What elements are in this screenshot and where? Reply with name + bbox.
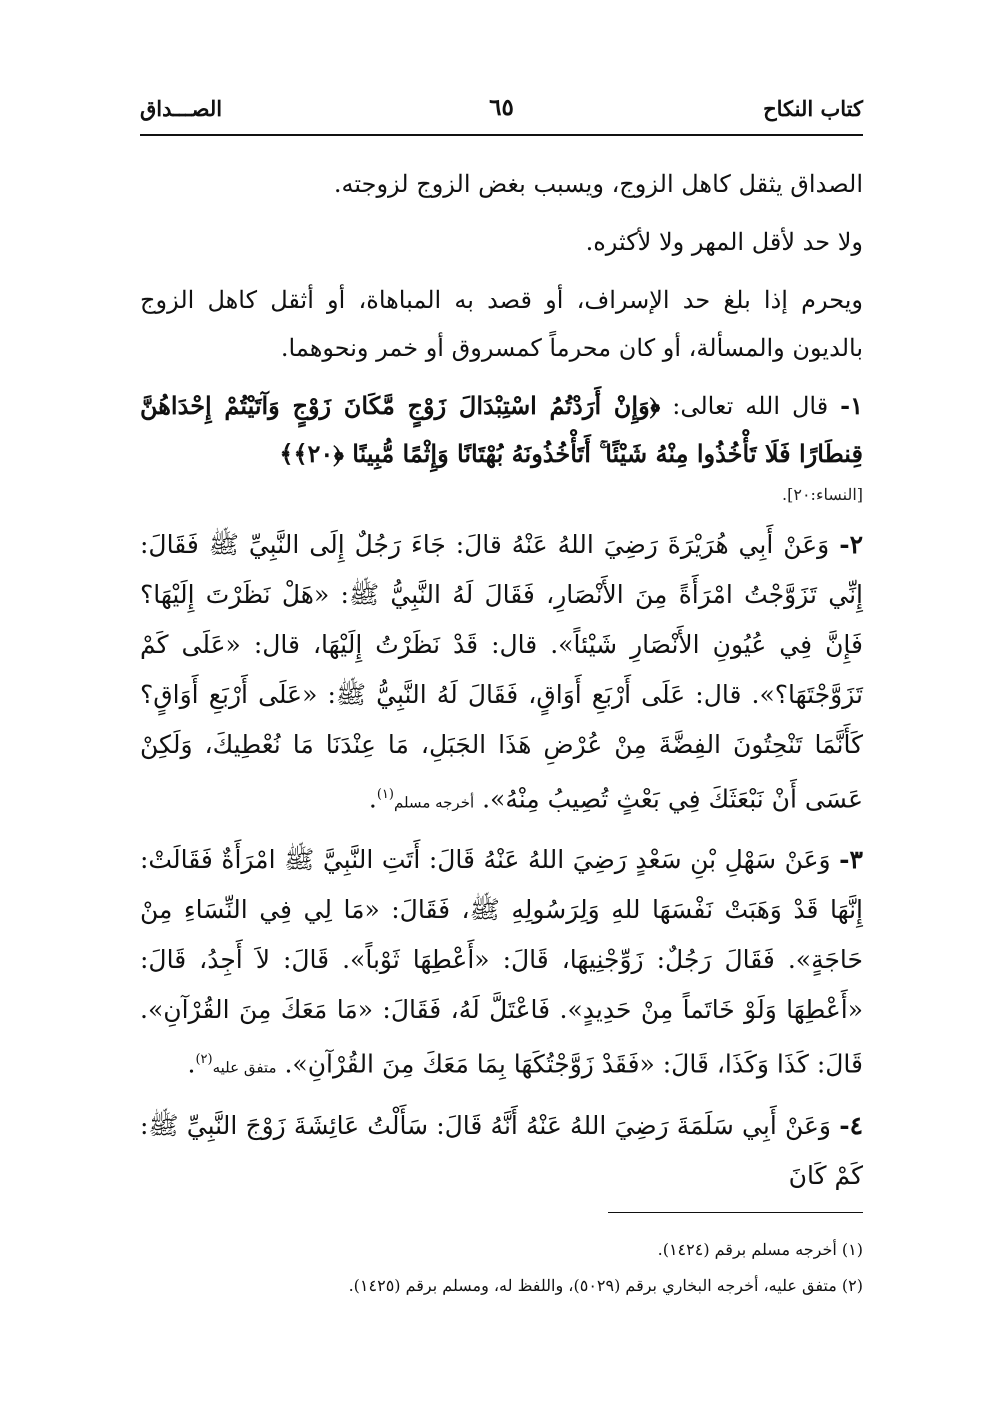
hadith-item: ٣- وَعَنْ سَهْلِ بْنِ سَعْدٍ رَضِيَ اللهُ عَنْهُ قَالَ: أَتَتِ النَّبِيَّ ﷺ امْرَأَةٌ فَقَالَتْ: إِنَّهَا قَدْ وَهَبَتْ نَفْسَهَا للهِ وَلِرَسُولِهِ ﷺ، فَقَالَ: «مَا لِي فِي النِّسَاءِ مِنْ حَاجَةٍ». فَقَالَ رَجُلٌ: زَوِّجْنِيهَا، قَالَ: «أَعْطِهَا ثَوْباً». قَالَ: لاَ أَجِدُ، قَالَ: «أَعْطِهَا وَلَوْ خَاتَماً مِنْ حَدِيدٍ». فَاعْتَلَّ لَهُ، فَقَالَ: «مَا مَعَكَ مِنَ القُرْآنِ». قَالَ: كَذَا وَكَذَا، قَالَ: «فَقَدْ زَوَّجْتُكَهَا بِمَا مَعَكَ مِنَ القُرْآنِ». متفق عليه$^{(٢)}$. bbox=[140, 845, 863, 1079]
footnote-marker: (١) bbox=[376, 787, 394, 802]
hadith-item: ٢- وَعَنْ أَبِي هُرَيْرَةَ رَضِيَ اللهُ عَنْهُ قالَ: جَاءَ رَجُلٌ إِلَى النَّبِيِّ ﷺ فَقَالَ: إِنِّي تَزَوَّجْتُ امْرَأَةً مِنَ الأَنْصَارِ، فَقَالَ لَهُ النَّبِيُّ ﷺ: «هَلْ نَظَرْتَ إِلَيْهَا؟ فَإِنَّ فِي عُيُونِ الأَنْصَارِ شَيْئاً». قال: قَدْ نَظَرْتُ إِلَيْهَا، قال: «عَلَى كَمْ تَزَوَّجْتَهَا؟». قال: عَلَى أَرْبَعِ أَوَاقٍ، فَقَالَ لَهُ النَّبِيُّ ﷺ: «عَلَى أَرْبَعِ أَوَاقٍ؟ كَأَنَّمَا تَنْحِتُونَ الفِضَّةَ مِنْ عُرْضِ هَذَا الجَبَلِ، مَا عِنْدَنَا مَا نُعْطِيكَ، وَلَكِنْ عَسَى أَنْ نَبْعَثَكَ فِي بَعْثٍ تُصِيبُ مِنْهُ». أخرجه مسلم$^{(١)}$. bbox=[140, 530, 864, 814]
intro-paragraph-3: ويحرم إذا بلغ حد الإسراف، أو قصد به المباهاة، أو أثقل كاهل الزوج بالديون والمسألة، أو كان محرماً كمسروق أو خمر ونحوهما. bbox=[140, 286, 863, 362]
page-number: ٦٥ bbox=[489, 94, 514, 121]
quran-verse: ﴿وَإِنْ أَرَدْتُمُ اسْتِبْدَالَ زَوْجٍ مَّكَانَ زَوْجٍ وَآتَيْتُمْ إِحْدَاهُنَّ قِنطَارًا فَلَا تَأْخُذُوا مِنْهُ شَيْئًا ۚ أَتَأْخُذُونَهُ بُهْتَانًا وَإِثْمًا مُّبِينًا ﴿٢٠﴾﴾ bbox=[140, 391, 863, 468]
footnotes bbox=[140, 1232, 863, 1304]
quran-lead: قال الله تعالى: bbox=[672, 392, 829, 420]
intro-paragraph-2: ولا حد لأقل المهر ولا لأكثره. bbox=[585, 228, 863, 256]
hadith-item bbox=[140, 1101, 863, 1201]
section-title: الصـــداق bbox=[140, 96, 223, 121]
footnote-1: (١) أخرجه مسلم برقم (١٤٢٤). bbox=[657, 1240, 863, 1259]
hadith-text: وَعَنْ أَبِي هُرَيْرَةَ رَضِيَ اللهُ عَنْهُ قالَ: جَاءَ رَجُلٌ إِلَى النَّبِيِّ ﷺ فَقَالَ: إِنِّي تَزَوَّجْتُ امْرَأَةً مِنَ الأَنْصَارِ، فَقَالَ لَهُ النَّبِيُّ ﷺ: «هَلْ نَظَرْتَ إِلَيْهَا؟ فَإِنَّ فِي عُيُونِ الأَنْصَارِ شَيْئاً». قال: قَدْ نَظَرْتُ إِلَيْهَا، قال: «عَلَى كَمْ تَزَوَّجْتَهَا؟». قال: عَلَى أَرْبَعِ أَوَاقٍ، فَقَالَ لَهُ النَّبِيُّ ﷺ: «عَلَى أَرْبَعِ أَوَاقٍ؟ كَأَنَّمَا تَنْحِتُونَ الفِضَّةَ مِنْ عُرْضِ هَذَا الجَبَلِ، مَا عِنْدَنَا مَا نُعْطِيكَ، وَلَكِنْ عَسَى أَنْ نَبْعَثَكَ فِي بَعْثٍ تُصِيبُ مِنْهُ». bbox=[140, 530, 863, 814]
item-number: ٢- bbox=[839, 530, 864, 559]
book-title: كتاب النكاح bbox=[763, 96, 863, 121]
running-header bbox=[140, 92, 863, 132]
header-rule bbox=[140, 134, 863, 136]
hadith-source: متفق عليه bbox=[212, 1058, 277, 1077]
item-number: ٣- bbox=[839, 845, 863, 875]
hadith-text: وَعَنْ سَهْلِ بْنِ سَعْدٍ رَضِيَ اللهُ عَنْهُ قَالَ: أَتَتِ النَّبِيَّ ﷺ امْرَأَةٌ فَقَالَتْ: إِنَّهَا قَدْ وَهَبَتْ نَفْسَهَا للهِ وَلِرَسُولِهِ ﷺ، فَقَالَ: «مَا لِي فِي النِّسَاءِ مِنْ حَاجَةٍ». فَقَالَ رَجُلٌ: زَوِّجْنِيهَا، قَالَ: «أَعْطِهَا ثَوْباً». قَالَ: لاَ أَجِدُ، قَالَ: «أَعْطِهَا وَلَوْ خَاتَماً مِنْ حَدِيدٍ». فَاعْتَلَّ لَهُ، فَقَالَ: «مَا مَعَكَ مِنَ القُرْآنِ». قَالَ: كَذَا وَكَذَا، قَالَ: «فَقَدْ زَوَّجْتُكَهَا بِمَا مَعَكَ مِنَ القُرْآنِ». bbox=[140, 845, 863, 1079]
footnote-rule bbox=[608, 1212, 863, 1213]
quran-item bbox=[140, 382, 863, 508]
hadith-source: أخرجه مسلم bbox=[393, 793, 475, 812]
item-number: ١- bbox=[840, 391, 863, 420]
hadith-text: وَعَنْ أَبِي سَلَمَةَ رَضِيَ اللهُ عَنْهُ أَنَّهُ قَالَ: سَأَلْتُ عَائِشَةَ زَوْجَ النَّبِيِّ ﷺ: كَمْ كَانَ bbox=[140, 1110, 863, 1190]
footnote-marker: (٢) bbox=[195, 1052, 213, 1068]
footnote-2: (٢) متفق عليه، أخرجه البخاري برقم (٥٠٢٩)، واللفظ له، ومسلم برقم (١٤٢٥). bbox=[348, 1276, 863, 1295]
intro-paragraph-1: الصداق يثقل كاهل الزوج، ويسبب بغض الزوج لزوجته. bbox=[333, 170, 863, 198]
item-number: ٤- bbox=[839, 1110, 864, 1140]
quran-reference: [النساء:٢٠]. bbox=[782, 485, 863, 504]
main-text bbox=[140, 160, 863, 1209]
